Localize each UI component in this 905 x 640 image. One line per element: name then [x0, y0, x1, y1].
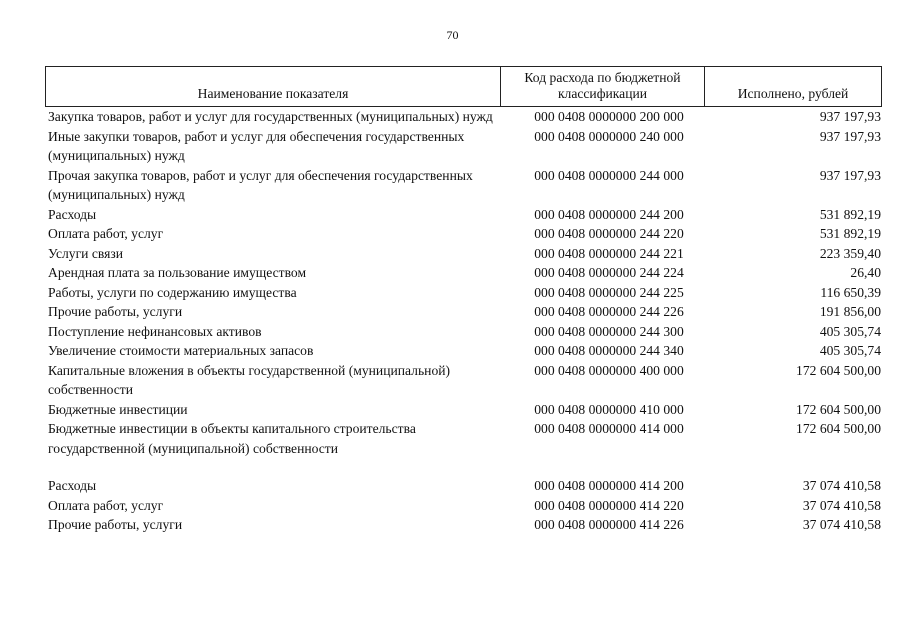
row-amount: 172 604 500,00: [796, 401, 881, 417]
row-code: 000 0408 0000000 244 221: [534, 245, 684, 261]
table-row: [45, 400, 882, 420]
row-code: 000 0408 0000000 244 224: [534, 265, 684, 280]
table-header: [45, 66, 882, 107]
table-row: [45, 283, 882, 303]
header-code: Код расхода по бюджетной классификации: [501, 67, 705, 106]
row-amount: 37 074 410,58: [802, 497, 881, 513]
row-amount: 531 892,19: [819, 206, 881, 222]
budget-table: [45, 66, 882, 535]
table-row: [45, 166, 882, 205]
row-name: Расходы: [48, 206, 97, 222]
row-name: Работы, услуги по содержанию имущества: [48, 284, 297, 300]
header-amount: Исполнено, рублей: [737, 86, 849, 101]
row-amount: 223 359,40: [819, 245, 881, 261]
row-name: Прочая закупка товаров, работ и услуг для обеспечения государственных (муниципальных) нужд: [48, 167, 473, 202]
table-row: [45, 302, 882, 322]
row-amount: 405 305,74: [819, 343, 881, 358]
table-row: [45, 127, 882, 166]
row-name: Прочие работы, услуги: [48, 304, 183, 319]
row-amount: 937 197,93: [819, 167, 881, 183]
row-name: Поступление нефинансовых активов: [48, 323, 262, 339]
table-row: [45, 515, 882, 535]
row-name: Иные закупки товаров, работ и услуг для обеспечения государственных (муниципальных) нужд: [48, 128, 465, 163]
row-amount: 37 074 410,58: [802, 517, 881, 532]
row-amount: 937 197,93: [819, 109, 881, 124]
row-name: Услуги связи: [48, 245, 124, 261]
row-code: 000 0408 0000000 244 300: [534, 323, 684, 339]
row-amount: 37 074 410,58: [802, 478, 881, 493]
row-amount: 172 604 500,00: [796, 362, 881, 378]
row-code: 000 0408 0000000 244 000: [534, 167, 684, 183]
row-code: 000 0408 0000000 414 000: [534, 421, 684, 436]
row-amount: 937 197,93: [819, 128, 881, 144]
table-row: [45, 496, 882, 516]
header-name: Наименование показателя: [46, 67, 501, 106]
row-name: Расходы: [48, 478, 97, 493]
row-amount: 531 892,19: [819, 226, 881, 241]
row-name: Капитальные вложения в объекты государственной (муниципальной) собственности: [48, 362, 451, 397]
row-code: 000 0408 0000000 244 200: [534, 206, 684, 222]
row-code: 000 0408 0000000 200 000: [534, 109, 684, 124]
table-row: [45, 341, 882, 361]
row-name: Оплата работ, услуг: [48, 226, 164, 241]
row-code: 000 0408 0000000 244 220: [534, 226, 684, 241]
row-amount: 405 305,74: [819, 323, 881, 339]
table-row: [45, 361, 882, 400]
row-code: 000 0408 0000000 400 000: [534, 362, 684, 378]
row-name: Увеличение стоимости материальных запасов: [48, 343, 314, 358]
row-amount: 172 604 500,00: [796, 421, 881, 436]
page-number: 70: [446, 28, 459, 42]
table-row: [45, 224, 882, 244]
table-row: [45, 244, 882, 264]
row-code: 000 0408 0000000 410 000: [534, 401, 684, 417]
table-row: [45, 205, 882, 225]
row-name: Арендная плата за пользование имуществом: [48, 265, 307, 280]
row-code: 000 0408 0000000 414 226: [534, 517, 684, 532]
table-row: [45, 476, 882, 496]
row-code: 000 0408 0000000 244 226: [534, 304, 684, 319]
row-code: 000 0408 0000000 244 225: [534, 284, 684, 300]
row-amount: 191 856,00: [819, 304, 881, 319]
row-name: Прочие работы, услуги: [48, 517, 183, 532]
row-code: 000 0408 0000000 414 200: [534, 478, 684, 493]
row-code: 000 0408 0000000 414 220: [534, 497, 684, 513]
table-row: [45, 419, 882, 458]
row-code: 000 0408 0000000 240 000: [534, 128, 684, 144]
row-amount: 116 650,39: [820, 284, 881, 300]
table-row: [45, 263, 882, 283]
row-name: Оплата работ, услуг: [48, 497, 164, 513]
row-code: 000 0408 0000000 244 340: [534, 343, 684, 358]
table-row: [45, 107, 882, 127]
row-name: Закупка товаров, работ и услуг для государственных (муниципальных) нужд: [48, 109, 493, 124]
table-body: [45, 107, 882, 535]
row-spacer: [45, 458, 882, 476]
row-name: Бюджетные инвестиции в объекты капитального строительства государственной (муниципальной) собственности: [48, 421, 416, 456]
row-amount: 26,40: [850, 265, 881, 280]
row-name: Бюджетные инвестиции: [48, 401, 188, 417]
table-row: [45, 322, 882, 342]
